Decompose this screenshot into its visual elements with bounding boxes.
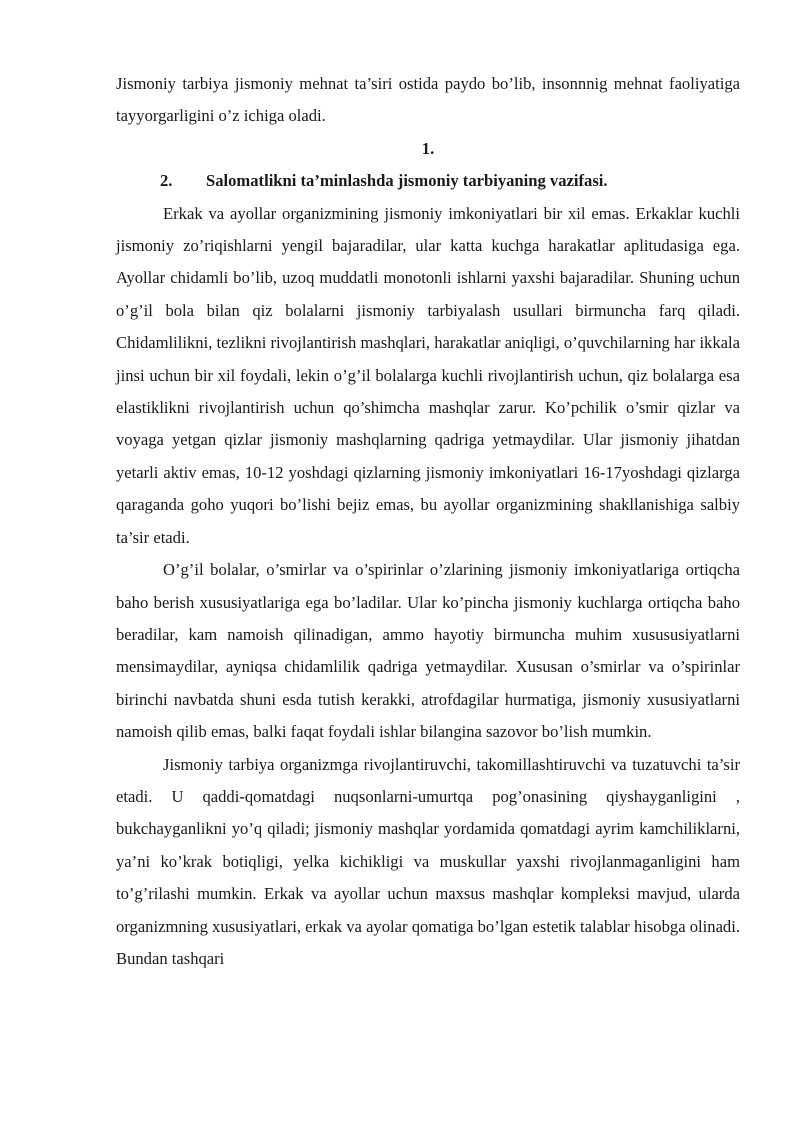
section-heading-title: Salomatlikni ta’minlashda jismoniy tarbiyaning vazifasi. bbox=[206, 171, 608, 191]
list-marker: 1. bbox=[421, 138, 435, 158]
body-paragraph-1: Erkak va ayollar organizmining jismoniy imkoniyatlari bir xil emas. Erkaklar kuchli jismoniy zo’riqishlarni yengil bajaradilar, ular katta kuchga harakatlar aplitudasiga ega. Ayollar chidamli bo’lib, uzoq muddatli monotonli ishlarni yaxshi bajaradilar. Shuning uchun o’g’il bola bilan qiz bolalarni jismoniy tarbiyalash usullari birmuncha farq qiladi. Chidamlilikni, tezlikni rivojlantirish mashqlari, harakatlar aniqligi, o’quvchilarning har ikkala jinsi uchun bir xil foydali, lekin o’g’il bolalarga kuchli rivojlantirish uchun, qiz bolalarga esa elastiklikni rivojlantirish uchun qo’shimcha mashqlar zarur. Ko’pchilik o’smir qizlar va voyaga yetgan qizlar jismoniy mashqlarning qadriga yetmaydilar. Ular jismoniy jihatdan yetarli aktiv emas, 10-12 yoshdagi qizlarning jismoniy imkoniyatlari 16-17yoshdagi qizlarga qaraganda goho yuqori bo’lishi bejiz emas, bu ayollar organizmining shakllanishiga salbiy ta’sir etadi. bbox=[116, 203, 740, 547]
section-heading bbox=[116, 165, 740, 197]
intro-paragraph: Jismoniy tarbiya jismoniy mehnat ta’siri ostida paydo bo’lib, insonnnig mehnat faoliyatiga tayyorgarligini o’z ichiga oladi. bbox=[116, 74, 740, 126]
body-paragraph-3: Jismoniy tarbiya organizmga rivojlantiruvchi, takomillashtiruvchi va tuzatuvchi ta’sir etadi. U qaddi-qomatdagi nuqsonlarni-umurtqa pog’onasining qiyshayganligini , bukchayganlikni yo’q qiladi; jismoniy mashqlar yordamida qomatdagi ayrim kamchiliklarni, ya’ni ko’krak botiqligi, yelka kichikligi va muskullar yaxshi rivojlanmaganligini ham to’g’rilashi mumkin. Erkak va ayollar uchun maxsus mashqlar kompleksi mavjud, ularda organizmning xususiyatlari, erkak va ayolar qomatiga bo’lgan estetik talablar hisobga olinadi. Bundan tashqari bbox=[116, 754, 740, 968]
section-heading-number: 2. bbox=[160, 171, 173, 191]
body-paragraph-2: O’g’il bolalar, o’smirlar va o’spirinlar o’zlarining jismoniy imkoniyatlariga ortiqcha baho berish xususiyatlariga ega bo’ladilar. Ular ko’pincha jismoniy kuchlarga ortiqcha baho beradilar, kam namoish qilinadigan, ammo hayotiy birmuncha muhim xusususiyatlarni mensimaydilar, ayniqsa chidamlilik qadriga yetmaydilar. Xususan o’smirlar va o’spirinlar birinchi navbatda shuni esda tutish kerakki, atrofdagilar hurmatiga, jismoniy xususiyatlarni namoish qilib emas, balki faqat foydali ishlar bilangina sazovor bo’lish mumkin. bbox=[116, 560, 740, 742]
